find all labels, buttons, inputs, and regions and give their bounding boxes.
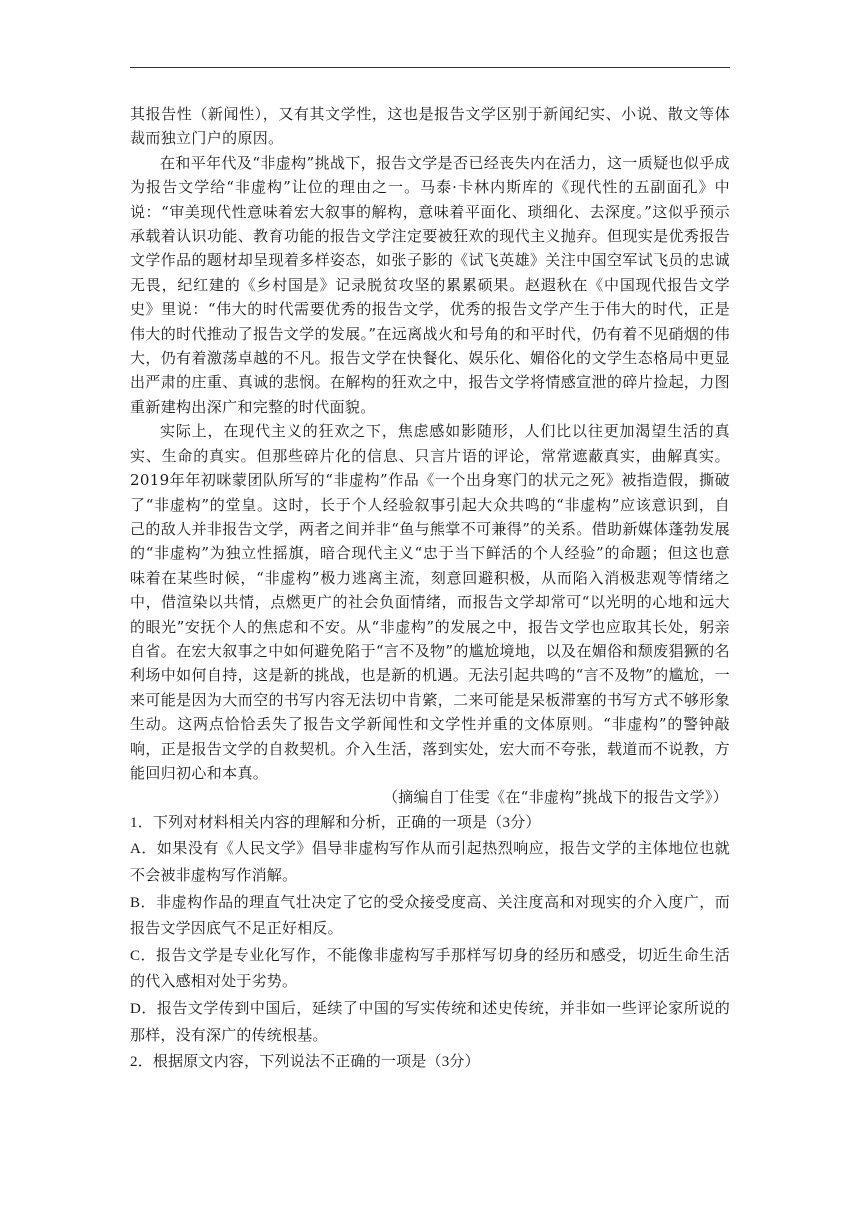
question-1-stem: 1．下列对材料相关内容的理解和分析，正确的一项是（3分）	[130, 814, 541, 831]
source-citation: （摘编自丁佳雯《在“非虚构”挑战下的报告文学》）	[382, 788, 728, 807]
question-1-option-b: B．非虚构作品的理直气壮决定了它的受众接受度高、关注度高和对现实的介入度广，而报告文学因底气不足正好相反。	[130, 894, 730, 938]
header-rule	[130, 67, 730, 68]
question-1-option-d: D．报告文学传到中国后，延续了中国的写实传统和述史传统，并非如一些评论家所说的那样，没有深广的传统根基。	[130, 1000, 730, 1044]
question-1-option-a: A．如果没有《人民文学》倡导非虚构写作从而引起热烈响应，报告文学的主体地位也就不会被非虚构写作消解。	[130, 841, 730, 884]
exam-page-body	[130, 102, 730, 1076]
question-2-stem: 2．根据原文内容，下列说法不正确的一项是（3分）	[130, 1054, 480, 1071]
question-1-option-c: C．报告文学是专业化写作，不能像非虚构写手那样写切身的经历和感受，切近生命生活的代入感相对处于劣势。	[130, 947, 730, 991]
passage-paragraph-continuation: 其报告性（新闻性），又有其文学性，这也是报告文学区别于新闻纪实、小说、散文等体裁而独立门户的原因。	[130, 105, 730, 148]
passage-paragraph: 实际上，在现代主义的狂欢之下，焦虑感如影随形，人们比以往更加渴望生活的真实、生命的真实。但那些碎片化的信息、只言片语的评论，常常遮蔽真实，曲解真实。2019年年初咪蒙团队所写的“非虚构”作品《一个出身寒门的状元之死》被指造假，撕破了“非虚构”的堂皇。这时，长于个人经验叙事引起大众共鸣的“非虚构”应该意识到，自己的敌人并非报告文学，两者之间并非“鱼与熊掌不可兼得”的关系。借助新媒体蓬勃发展的“非虚构”为独立性摇旗，暗合现代主义“忠于当下鲜活的个人经验”的命题；但这也意味着在某些时候，“非虚构”极力逃离主流，刻意回避积极，从而陷入消极悲观等情绪之中，借渲染以共情，点燃更广的社会负面情绪，而报告文学却常可“以光明的心地和远大的眼光”安抚个人的焦虑和不安。从“非虚构”的发展之中，报告文学也应取其长处，躬亲自省。在宏大叙事之中如何避免陷于“言不及物”的尴尬境地，以及在媚俗和颓废猖獗的名利场中如何自持，这是新的挑战，也是新的机遇。无法引起共鸣的“言不及物”的尴尬，一来可能是因为大而空的书写内容无法切中肯綮，二来可能是呆板滞塞的书写方式不够形象生动。这两点恰恰丢失了报告文学新闻性和文学性并重的文体原则。“非虚构”的警钟敲响，正是报告文学的自救契机。介入生活，落到实处，宏大而不夸张，载道而不说教，方能回归初心和本真。	[130, 422, 730, 782]
passage-paragraph: 在和平年代及“非虚构”挑战下，报告文学是否已经丧失内在活力，这一质疑也似乎成为报告文学给“非虚构”让位的理由之一。马泰·卡林内斯库的《现代性的五副面孔》中说：“审美现代性意味着宏大叙事的解构，意味着平面化、琐细化、去深度。”这似乎预示承载着认识功能、教育功能的报告文学注定要被狂欢的现代主义抛弃。但现实是优秀报告文学作品的题材却呈现着多样姿态，如张子影的《试飞英雄》关注中国空军试飞员的忠诚无畏，纪红建的《乡村国是》记录脱贫攻坚的累累硕果。赵遐秋在《中国现代报告文学史》里说：“伟大的时代需要优秀的报告文学，优秀的报告文学产生于伟大的时代，正是伟大的时代推动了报告文学的发展。”在远离战火和号角的和平时代，仍有着不见硝烟的伟大，仍有着激荡卓越的不凡。报告文学在快餐化、娱乐化、媚俗化的文学生态格局中更显出严肃的庄重、真诚的悲悯。在解构的狂欢之中，报告文学将情感宣泄的碎片捡起，力图重新建构出深广和完整的时代面貌。	[130, 153, 730, 416]
